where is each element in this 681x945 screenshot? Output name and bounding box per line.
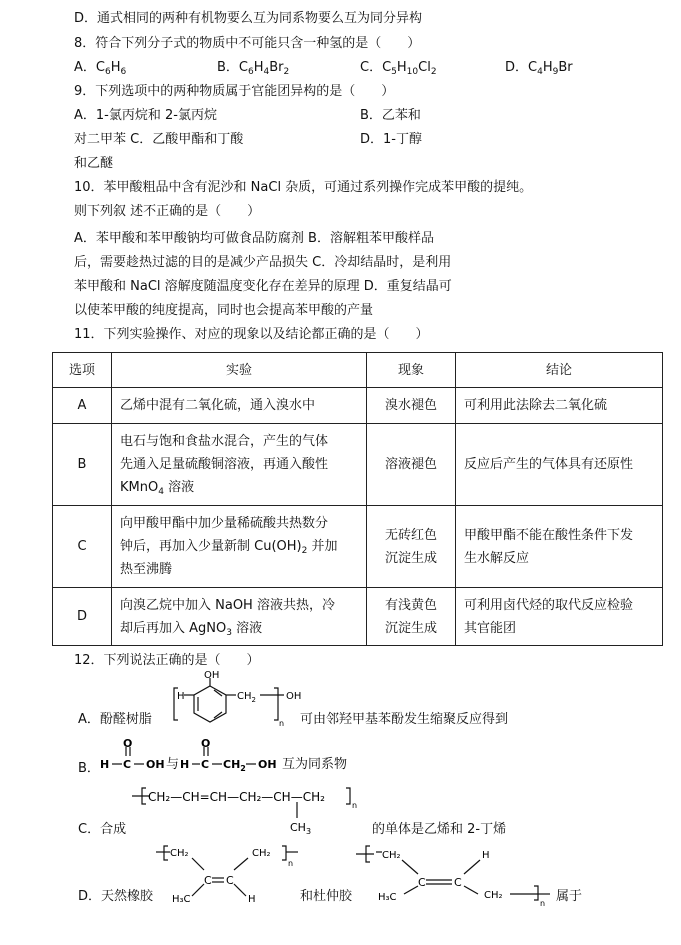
conclusion-line: 可利用卤代烃的取代反应检验 (464, 597, 634, 613)
conclusion-line: 生水解反应 (464, 550, 530, 566)
glycol-o: O (201, 737, 211, 750)
q9-option-b: B．乙苯和 (360, 108, 421, 123)
formic-acid-structure (100, 737, 170, 776)
natural-rubber-structure (152, 840, 300, 906)
q12-option-d: D．天然橡胶 (78, 889, 154, 904)
q10-line-3: A．苯甲酸和苯甲酸钠均可做食品防腐剂 B．溶解粗苯甲酸样品 (74, 231, 434, 246)
gutta-c2: C (454, 876, 462, 889)
q9-line-3: 和乙醚 (74, 156, 114, 171)
phenol-n-label: n (279, 719, 285, 728)
question-9: 9．下列选项中的两种物质属于官能团异构的是（ ） (74, 84, 395, 99)
phenol-ch2-label: $CH_2$ (237, 691, 256, 704)
q12-option-d-and: 和杜仲胶 (300, 889, 353, 904)
q12-option-a: A．酚醛树脂 (78, 712, 152, 727)
row-phenomenon (367, 506, 456, 588)
polymer-c-chain: CH₂—CH=CH—CH₂—CH—CH₂ (148, 790, 325, 804)
q8-option-d: D．$C_4H_9Br$ (505, 60, 573, 77)
experiment-line: 电石与饱和食盐水混合，产生的气体 (120, 434, 329, 449)
q12-option-c-text: 的单体是乙烯和 2-丁烯 (372, 822, 507, 837)
table-header-row (53, 353, 663, 388)
gutta-percha-structure (352, 842, 552, 906)
row-experiment (112, 506, 367, 588)
phenomenon-line: 有浅黄色 (384, 597, 437, 613)
q12-option-c: C．合成 (78, 822, 127, 837)
phenomenon-line: 无砖红色 (384, 527, 437, 543)
q12-option-b-and: 与 (166, 757, 180, 772)
rubber-h3c: H₃C (172, 894, 191, 905)
experiment-line: 钟后，再加入少量新制 $Cu(OH)_2$ 并加 (120, 539, 338, 556)
polymer-c-structure (128, 778, 368, 834)
formic-o: O (123, 737, 133, 750)
gutta-ch2-top: CH₂ (382, 850, 401, 861)
formic-h: H (100, 758, 110, 771)
q9-option-d: D．1-丁醇 (360, 132, 422, 147)
gutta-h: H (482, 850, 490, 861)
q9-option-a: A．1-氯丙烷和 2-氯丙烷 (74, 108, 217, 123)
row-phenomenon (367, 588, 456, 646)
row-conclusion (456, 588, 663, 646)
q7-option-d: D．通式相同的两种有机物要么互为同系物要么互为同分异构 (74, 11, 423, 26)
formic-c: C (123, 758, 132, 771)
polymer-c-ch3: $CH_3$ (290, 821, 312, 836)
q12-option-a-text: 可由邻羟甲基苯酚发生缩聚反应得到 (300, 712, 509, 727)
row-experiment (112, 424, 367, 506)
q12-option-d-tail: 属于 (556, 889, 583, 904)
gutta-n: n (540, 899, 546, 908)
row-experiment: 乙烯中混有二氧化硫，通入溴水中 (112, 388, 367, 424)
q8-option-a: A．$C_6H_6$ (74, 60, 127, 77)
gutta-c1: C (418, 876, 426, 889)
experiment-line: KMnO$_4$ 溶液 (120, 480, 195, 497)
row-conclusion: 反应后产生的气体具有还原性 (456, 424, 663, 506)
glycolaldehyde-structure (180, 737, 290, 776)
header-conclusion: 结论 (456, 353, 663, 388)
rubber-c2: C (226, 874, 234, 887)
q12-option-b: B． (78, 761, 100, 776)
row-option: D (53, 588, 112, 646)
gutta-ch2-bottom: CH₂ (484, 890, 503, 901)
rubber-ch2-right: CH₂ (252, 848, 271, 859)
formic-oh: OH (146, 758, 165, 771)
q8-option-c: C．$C_5H_{10}Cl_2$ (360, 60, 437, 77)
q8-option-b: B．$C_6H_4Br_2$ (217, 60, 290, 77)
q9-line-2: 对二甲苯 C．乙酸甲酯和丁酸 (74, 132, 244, 147)
phenol-resin-structure (170, 670, 310, 736)
experiment-line: 热至沸腾 (120, 562, 173, 577)
question-11: 11．下列实验操作、对应的现象以及结论都正确的是（ ） (74, 327, 429, 342)
q10-line-4: 后，需要趁热过滤的目的是减少产品损失 C．冷却结晶时，是利用 (74, 255, 452, 270)
experiment-table (52, 352, 663, 646)
header-experiment: 实验 (112, 353, 367, 388)
q10-line-5: 苯甲酸和 NaCl 溶解度随温度变化存在差异的原理 D．重复结晶可 (74, 279, 452, 294)
experiment-line: 先通入足量硫酸铜溶液，再通入酸性 (120, 457, 329, 472)
question-10: 10．苯甲酸粗品中含有泥沙和 NaCl 杂质，可通过系列操作完成苯甲酸的提纯。 (74, 180, 533, 195)
phenol-oh-label: OH (204, 670, 220, 681)
phenomenon-line: 沉淀生成 (384, 550, 437, 566)
row-option: A (53, 388, 112, 424)
table-row (53, 388, 663, 424)
conclusion-line: 其官能团 (464, 620, 517, 636)
row-phenomenon: 溴水褪色 (367, 388, 456, 424)
row-option: B (53, 424, 112, 506)
glycol-ch2: $CH_2$ (223, 758, 246, 773)
q10-line-6: 以使苯甲酸的纯度提高，同时也会提高苯甲酸的产量 (74, 303, 374, 318)
conclusion-line: 甲酸甲酯不能在酸性条件下发 (464, 527, 634, 543)
q12-option-b-text: 互为同系物 (282, 757, 348, 772)
rubber-c1: C (204, 874, 212, 887)
phenomenon-line: 沉淀生成 (384, 620, 437, 636)
header-option: 选项 (53, 353, 112, 388)
experiment-line: 却后再加入 AgNO$_3$ 溶液 (120, 620, 263, 638)
experiment-line: 向甲酸甲酯中加少量稀硫酸共热数分 (120, 516, 329, 531)
glycol-oh: OH (258, 758, 277, 771)
row-phenomenon: 溶液褪色 (367, 424, 456, 506)
q10-line-2: 则下列叙 述不正确的是（ ） (74, 204, 261, 219)
table-row (53, 588, 663, 646)
row-experiment (112, 588, 367, 646)
table-row (53, 506, 663, 588)
experiment-line: 向溴乙烷中加入 NaOH 溶液共热，冷 (120, 597, 335, 613)
header-phenomenon: 现象 (367, 353, 456, 388)
rubber-ch2-left: CH₂ (170, 848, 189, 859)
phenol-h-label: H (177, 691, 185, 702)
row-conclusion (456, 506, 663, 588)
row-conclusion: 可利用此法除去二氧化硫 (456, 388, 663, 424)
phenol-oh-end-label: OH (286, 691, 302, 702)
glycol-h: H (180, 758, 190, 771)
rubber-h: H (248, 894, 256, 905)
rubber-n: n (288, 859, 294, 868)
question-12: 12．下列说法正确的是（ ） (74, 653, 260, 668)
polymer-c-n: n (352, 801, 358, 810)
gutta-h3c: H₃C (378, 892, 397, 903)
row-option: C (53, 506, 112, 588)
glycol-c: C (201, 758, 210, 771)
question-8: 8．符合下列分子式的物质中不可能只含一种氢的是（ ） (74, 36, 421, 51)
table-row (53, 424, 663, 506)
